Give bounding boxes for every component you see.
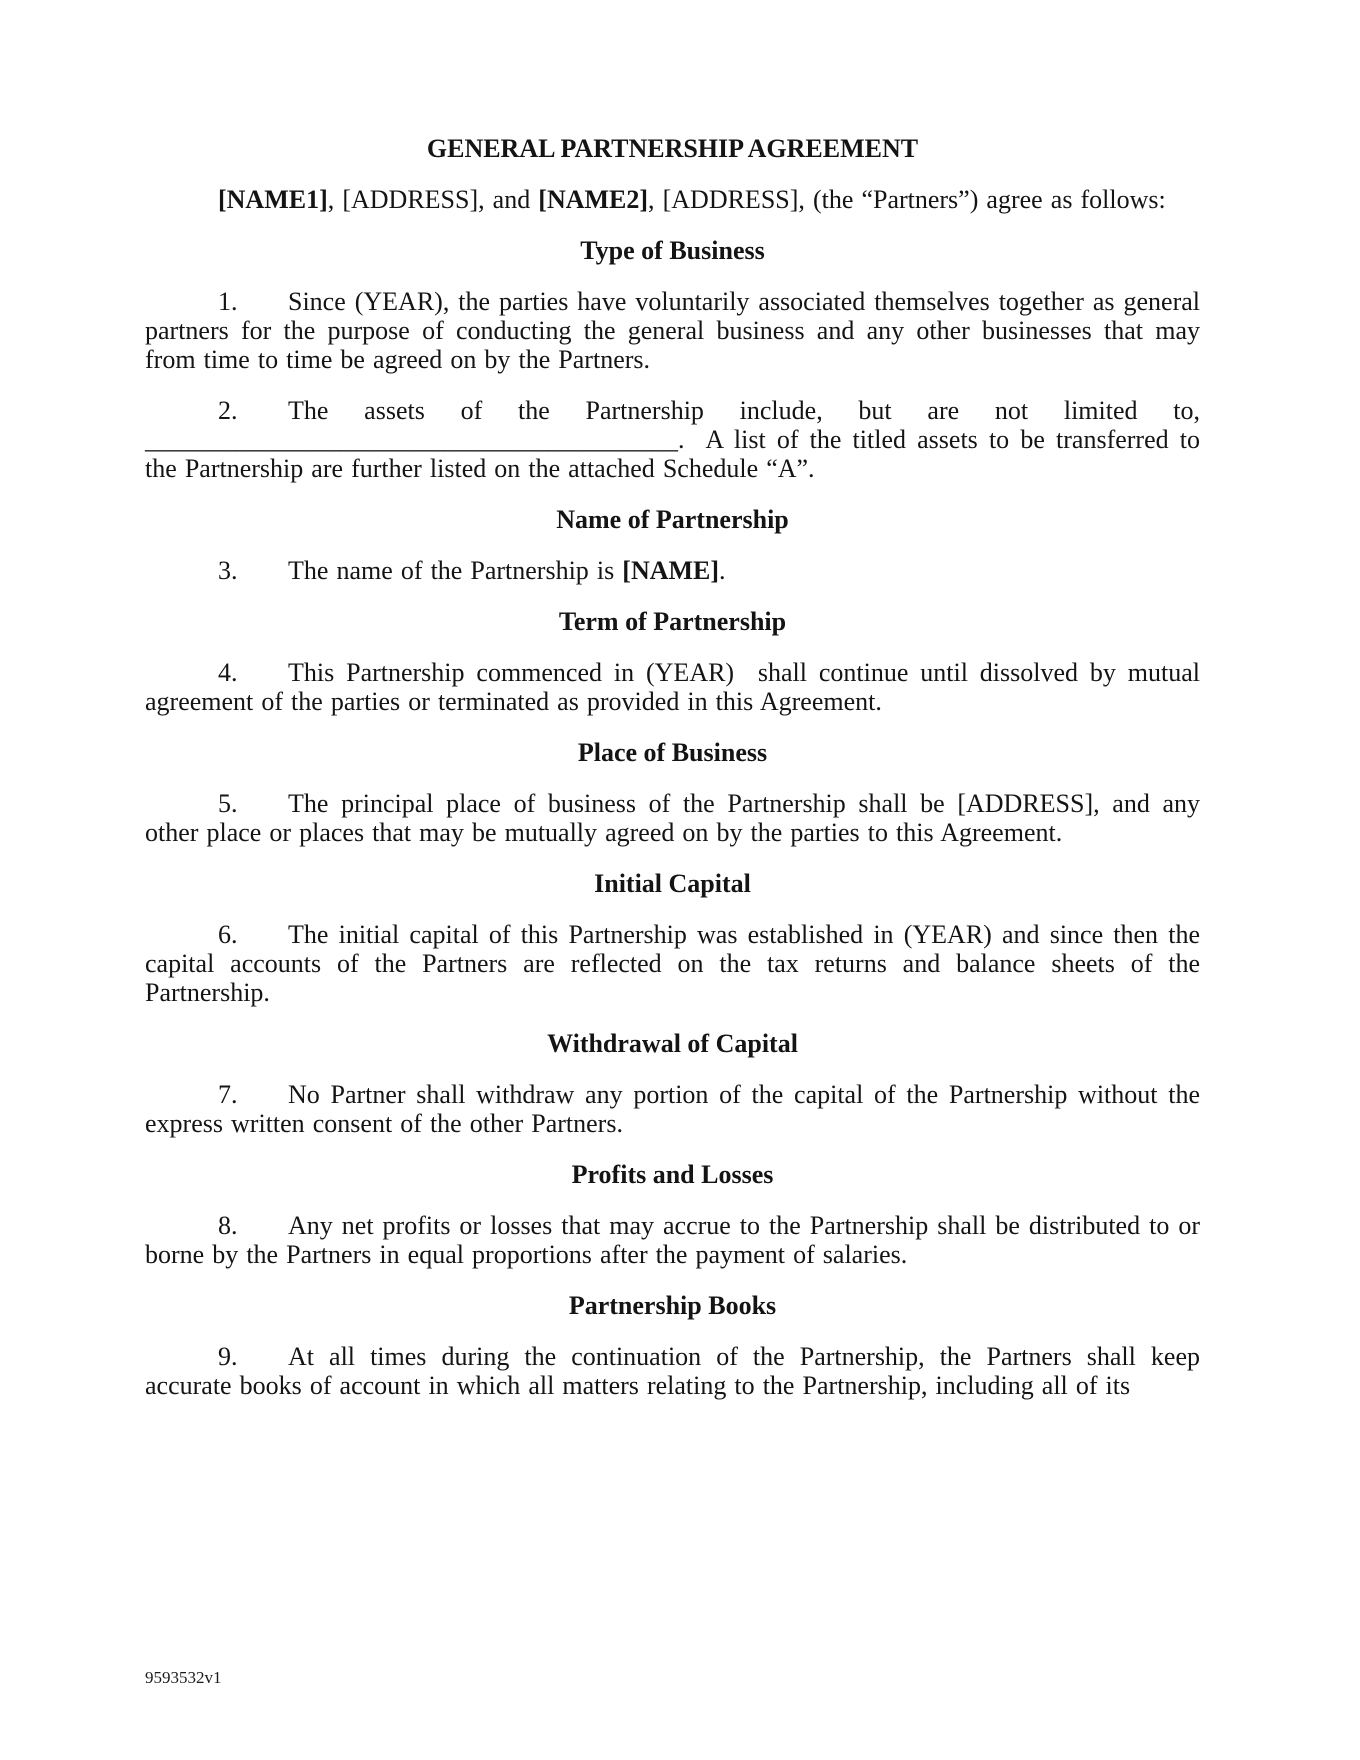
clause-6-paragraph	[145, 920, 1200, 1007]
section-heading-place-of-business: Place of Business	[577, 738, 768, 767]
section-heading-withdrawal-of-capital: Withdrawal of Capital	[547, 1029, 798, 1058]
clause-4-text: This Partnership commenced in (YEAR) shall continue until dissolved by mutual agreement of the parties or terminated as provided in this Agreement.	[145, 658, 1200, 716]
clause-8-text: Any net profits or losses that may accrue to the Partnership shall be distributed to or borne by the Partners in equal proportions after the payment of salaries.	[145, 1211, 1200, 1269]
clause-6-number: 6.	[218, 920, 238, 949]
partnership-name-bold: [NAME]	[622, 556, 720, 585]
clause-3-text: The name of the Partnership is	[288, 556, 623, 585]
clause-4-number: 4.	[218, 658, 238, 687]
clause-7-text: No Partner shall withdraw any portion of the capital of the Partnership without the express written consent of the other Partners.	[145, 1080, 1200, 1138]
intro-text-rest: , [ADDRESS], (the “Partners”) agree as follows:	[648, 185, 1166, 214]
clause-2-text-before-blank: The assets of the Partnership include, but are not limited to,	[288, 396, 1200, 425]
section-heading-profits-and-losses: Profits and Losses	[571, 1160, 774, 1189]
clause-7-paragraph	[145, 1080, 1200, 1138]
section-heading-name-of-partnership: Name of Partnership	[556, 505, 789, 534]
section-heading-type-of-business: Type of Business	[580, 236, 765, 265]
clause-8-number: 8.	[218, 1211, 238, 1240]
clause-9-number: 9.	[218, 1342, 238, 1371]
clause-5-paragraph	[145, 789, 1200, 847]
clause-7-number: 7.	[218, 1080, 238, 1109]
clause-2-number: 2.	[218, 396, 238, 425]
clause-3-number: 3.	[218, 556, 238, 585]
section-heading-term-of-partnership: Term of Partnership	[558, 607, 787, 636]
section-heading-partnership-books: Partnership Books	[568, 1291, 777, 1320]
intro-name2-bold: [NAME2]	[538, 185, 649, 214]
clause-2-text-after-blank: . A list of the titled assets to be transferred to the Partnership are further listed on the attached Schedule “A”.	[145, 425, 1200, 483]
clause-9-paragraph	[145, 1342, 1200, 1400]
clause-8-paragraph	[145, 1211, 1200, 1269]
clause-1-text: Since (YEAR), the parties have voluntarily associated themselves together as general partners for the purpose of conducting the general business and any other businesses that may from time to time be agreed on by the Partners.	[145, 287, 1200, 374]
fill-in-blank-line: _________________________________________	[145, 425, 678, 454]
intro-paragraph	[145, 185, 1200, 214]
clause-2-paragraph	[145, 396, 1200, 483]
footer-document-number: 9593532v1	[145, 1668, 222, 1687]
clause-9-text: At all times during the continuation of the Partnership, the Partners shall keep accurate books of account in which all matters relating to the Partnership, including all of its	[145, 1342, 1200, 1400]
clause-6-text: The initial capital of this Partnership was established in (YEAR) and since then the capital accounts of the Partners are reflected on the tax returns and balance sheets of the Partnership.	[145, 920, 1200, 1007]
intro-name1-bold: [NAME1]	[218, 185, 328, 214]
clause-5-text: The principal place of business of the Partnership shall be [ADDRESS], and any other place or places that may be mutually agreed on by the parties to this Agreement.	[145, 789, 1200, 847]
clause-1-paragraph	[145, 287, 1200, 374]
clause-4-paragraph	[145, 658, 1200, 716]
clause-3-text-end: .	[719, 556, 726, 585]
clause-1-number: 1.	[218, 287, 238, 316]
clause-5-number: 5.	[218, 789, 238, 818]
intro-text: , [ADDRESS], and	[327, 185, 539, 214]
document-title: GENERAL PARTNERSHIP AGREEMENT	[426, 134, 919, 163]
section-heading-initial-capital: Initial Capital	[594, 869, 751, 898]
clause-3-paragraph	[145, 556, 1200, 585]
